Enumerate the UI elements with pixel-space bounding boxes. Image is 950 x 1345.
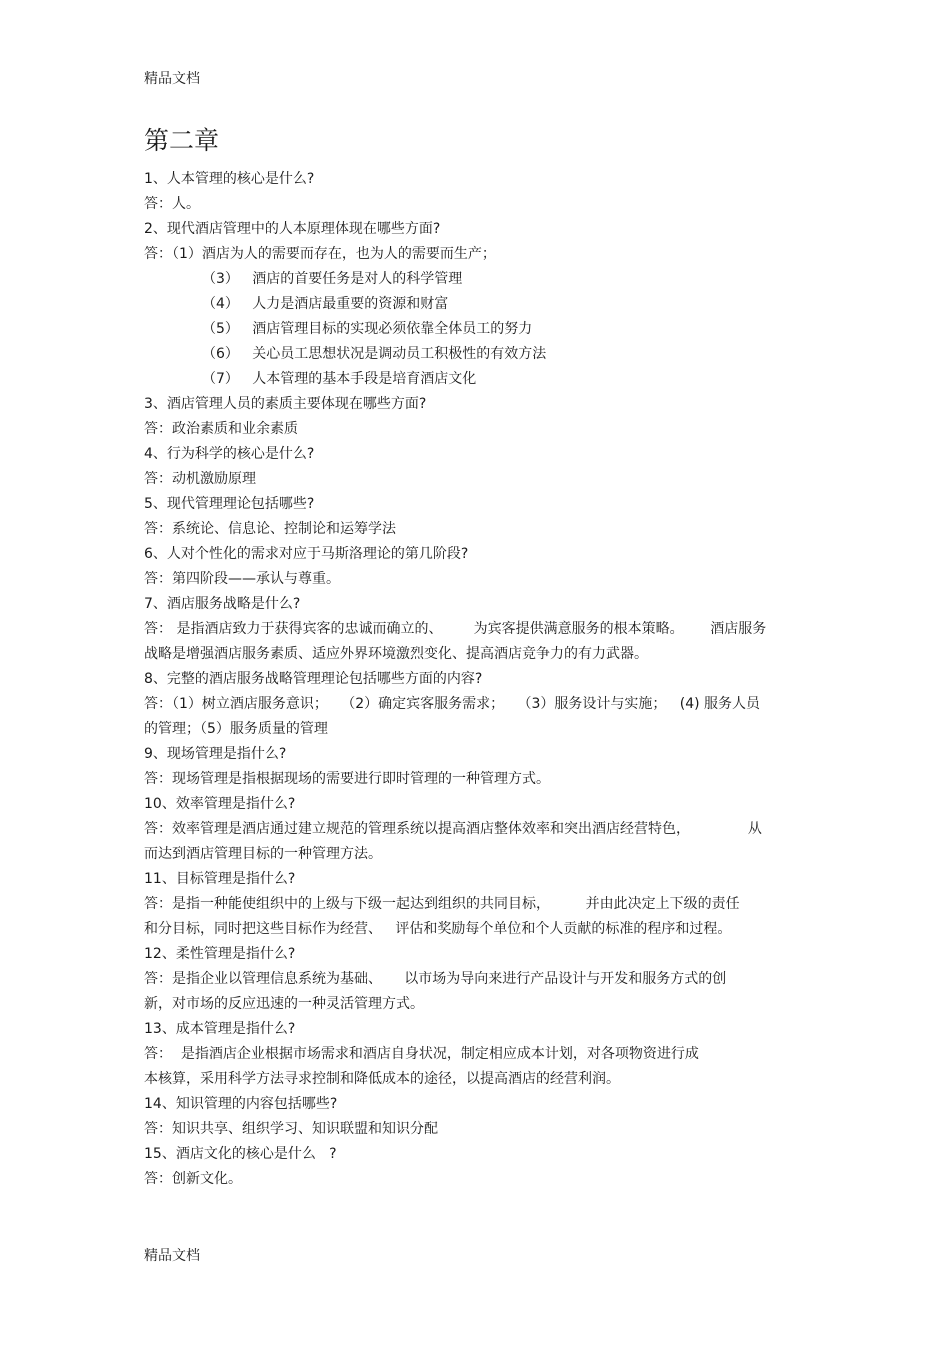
text-line: 4、行为科学的核心是什么? bbox=[144, 446, 315, 462]
text-line: 12、柔性管理是指什么? bbox=[144, 946, 296, 962]
text-continuation: 的管理；（5）服务质量的管理 bbox=[144, 721, 328, 737]
text-line: 答：人。 bbox=[144, 196, 200, 212]
chapter-title: 第二章 bbox=[144, 126, 220, 155]
page-footer: 精品文档 bbox=[144, 1248, 200, 1264]
text-line: 5、现代管理理论包括哪些? bbox=[144, 496, 315, 512]
text-line: 答： 是指酒店致力于获得宾客的忠诚而确立的、 为宾客提供满意服务的根本策略。 酒店服务 bbox=[144, 621, 767, 637]
text-line: 15、酒店文化的核心是什么 ? bbox=[144, 1146, 337, 1162]
text-line: 答：是指企业以管理信息系统为基础、 以市场为导向来进行产品设计与开发和服务方式的创 bbox=[144, 971, 727, 987]
text-line: 8、完整的酒店服务战略管理理论包括哪些方面的内容? bbox=[144, 671, 483, 687]
text-line: 答：创新文化。 bbox=[144, 1171, 242, 1187]
answer-sub-item: （3） 酒店的首要任务是对人的科学管理 bbox=[202, 271, 463, 287]
text-continuation: 新，对市场的反应迅速的一种灵活管理方式。 bbox=[144, 996, 424, 1012]
qa-list bbox=[144, 167, 814, 1192]
text-line: 答：效率管理是酒店通过建立规范的管理系统以提高酒店整体效率和突出酒店经营特色， 从 bbox=[144, 821, 762, 837]
text-line: 10、效率管理是指什么? bbox=[144, 796, 296, 812]
text-continuation: 而达到酒店管理目标的一种管理方法。 bbox=[144, 846, 382, 862]
text-line: 7、酒店服务战略是什么? bbox=[144, 596, 301, 612]
text-line: 2、现代酒店管理中的人本原理体现在哪些方面? bbox=[144, 221, 441, 237]
text-line: 答：第四阶段——承认与尊重。 bbox=[144, 571, 340, 587]
text-line: 1、人本管理的核心是什么? bbox=[144, 171, 315, 187]
answer-sub-item: （5） 酒店管理目标的实现必须依靠全体员工的努力 bbox=[202, 321, 533, 337]
text-continuation: 本核算，采用科学方法寻求控制和降低成本的途径，以提高酒店的经营利润。 bbox=[144, 1071, 620, 1087]
text-line: 13、成本管理是指什么? bbox=[144, 1021, 296, 1037]
text-line: 11、目标管理是指什么? bbox=[144, 871, 296, 887]
text-line: 答：（1）树立酒店服务意识； （2）确定宾客服务需求； （3）服务设计与实施； (4) 服务人员 bbox=[144, 696, 761, 712]
document-body bbox=[144, 124, 814, 1192]
text-line: 答：现场管理是指根据现场的需要进行即时管理的一种管理方式。 bbox=[144, 771, 550, 787]
text-line: 答：是指一种能使组织中的上级与下级一起达到组织的共同目标， 并由此决定上下级的责任 bbox=[144, 896, 740, 912]
text-continuation: 和分目标，同时把这些目标作为经营、 评估和奖励每个单位和个人贡献的标准的程序和过程。 bbox=[144, 921, 732, 937]
text-continuation: 战略是增强酒店服务素质、适应外界环境激烈变化、提高酒店竞争力的有力武器。 bbox=[144, 646, 648, 662]
text-line: 答：动机激励原理 bbox=[144, 471, 256, 487]
text-line: 答： 是指酒店企业根据市场需求和酒店自身状况，制定相应成本计划，对各项物资进行成 bbox=[144, 1046, 699, 1062]
answer-sub-item: （6） 关心员工思想状况是调动员工积极性的有效方法 bbox=[202, 346, 547, 362]
answer-sub-item: （7） 人本管理的基本手段是培育酒店文化 bbox=[202, 371, 477, 387]
text-line: 答：知识共享、组织学习、知识联盟和知识分配 bbox=[144, 1121, 438, 1137]
answer-sub-item: （4） 人力是酒店最重要的资源和财富 bbox=[202, 296, 449, 312]
text-line: 6、人对个性化的需求对应于马斯洛理论的第几阶段? bbox=[144, 546, 469, 562]
text-line: 答：系统论、信息论、控制论和运筹学法 bbox=[144, 521, 396, 537]
text-line: 14、知识管理的内容包括哪些? bbox=[144, 1096, 338, 1112]
text-line: 答：政治素质和业余素质 bbox=[144, 421, 298, 437]
text-line: 3、酒店管理人员的素质主要体现在哪些方面? bbox=[144, 396, 427, 412]
page-header: 精品文档 bbox=[144, 71, 200, 87]
text-line: 9、现场管理是指什么? bbox=[144, 746, 287, 762]
text-line: 答：（1）酒店为人的需要而存在，也为人的需要而生产； bbox=[144, 246, 496, 262]
